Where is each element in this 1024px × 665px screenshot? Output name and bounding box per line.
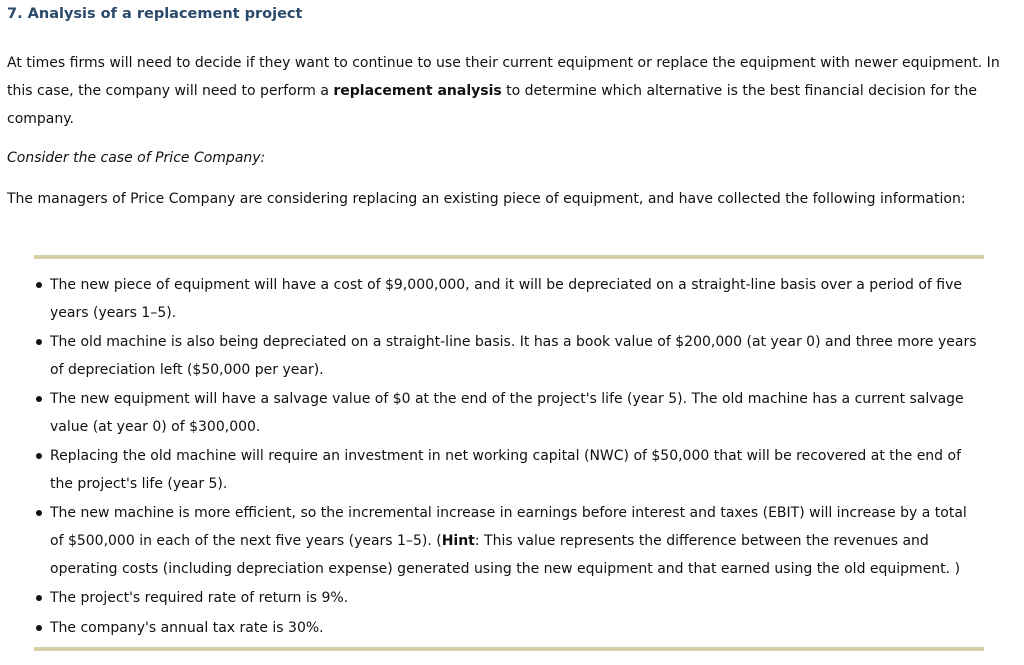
list-item: The old machine is also being depreciated on a straight-line basis. It has a book value of $200,000 (at year 0) and three more years of depreciation left ($50,000 per year). [34, 328, 984, 384]
intro-paragraph [7, 49, 1019, 133]
list-item: The new piece of equipment will have a cost of $9,000,000, and it will be depreciated on a straight-line basis over a period of five years (years 1–5). [34, 271, 984, 327]
hint-label: Hint [441, 533, 475, 549]
list-item [34, 499, 984, 583]
case-line: Consider the case of Price Company: [7, 150, 266, 166]
ebit-text-start: The new machine is more efficient, so the incremental increase in earnings before interest and taxes (EBIT) will increase by a total of $500,000 in each of the next five years (years 1–5). ( [50, 505, 967, 549]
section-heading: 7. Analysis of a replacement project [7, 6, 303, 22]
intro-bold-term: replacement analysis [333, 83, 502, 99]
ebit-text-end: : This value represents the difference between the revenues and operating costs (including depreciation expense) generated using the new equipment and that earned using the old equipment. ) [50, 533, 961, 577]
list-item: Replacing the old machine will require an investment in net working capital (NWC) of $50,000 that will be recovered at the end of the project's life (year 5). [34, 442, 984, 498]
intro-text-end: to determine which alternative is the best financial decision for the company. [7, 83, 978, 127]
list-item: The project's required rate of return is 9%. [34, 584, 984, 612]
information-list [34, 271, 984, 643]
intro-text-start: At times firms will need to decide if they want to continue to use their current equipment or replace the equipment with newer equipment. In this case, the company will need to perform a [7, 55, 1000, 99]
information-box [34, 255, 984, 651]
list-item: The company's annual tax rate is 30%. [34, 614, 984, 642]
list-item: The new equipment will have a salvage value of $0 at the end of the project's life (year 5). The old machine has a current salvage value (at year 0) of $300,000. [34, 385, 984, 441]
managers-line: The managers of Price Company are considering replacing an existing piece of equipment, and have collected the following information: [7, 191, 966, 207]
